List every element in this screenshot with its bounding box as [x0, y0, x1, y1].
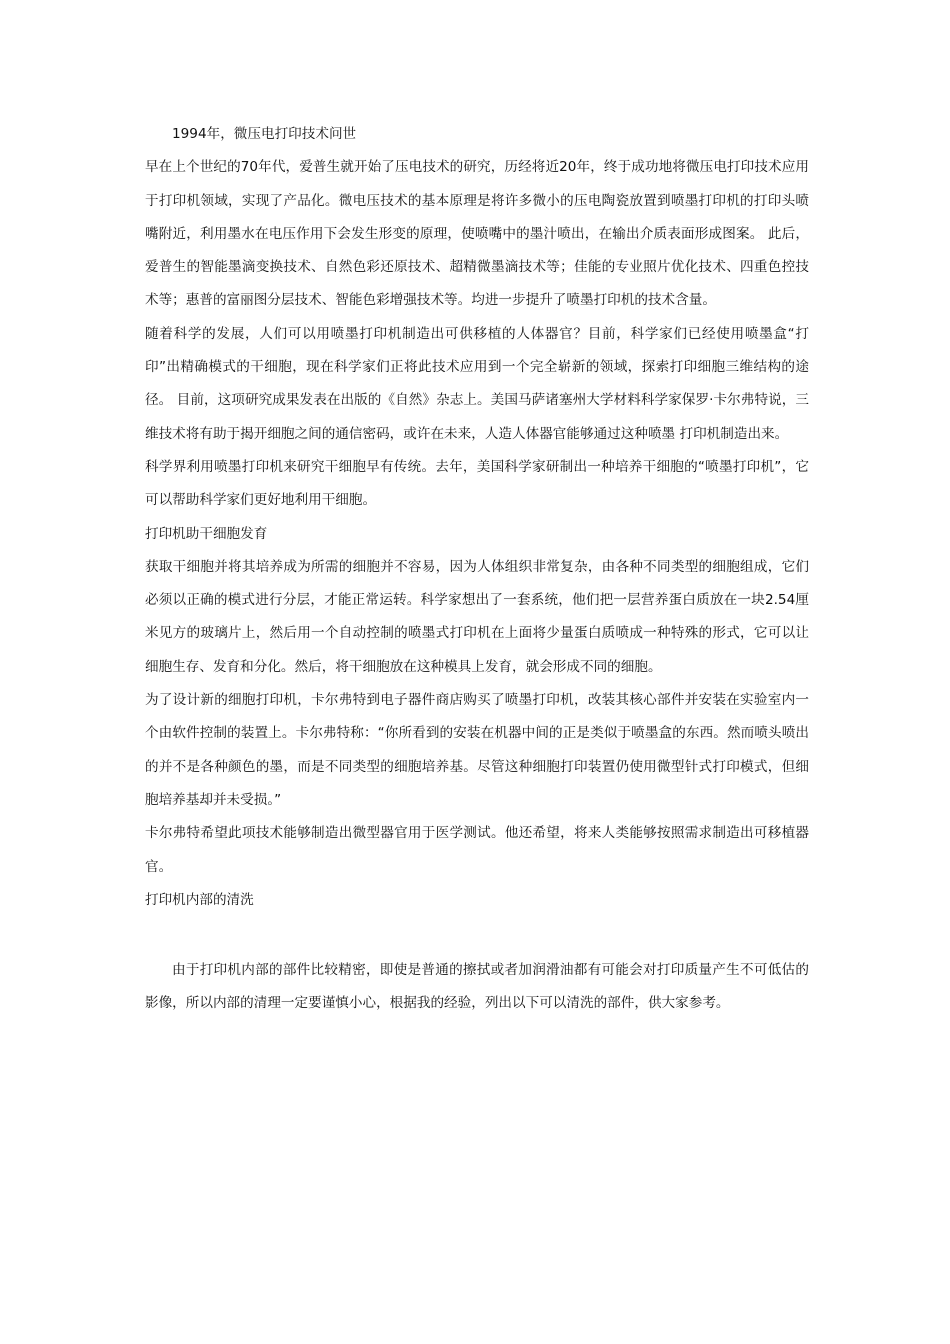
paragraph-micro-organs: 卡尔弗特希望此项技术能够制造出微型器官用于医学测试。他还希望，将来人类能够按照需求制造出可移植器官。 — [145, 825, 809, 875]
section-heading-cleaning: 打印机内部的清洗 — [145, 891, 254, 908]
paragraph-epson-piezo: 早在上个世纪的70年代，爱普生就开始了压电技术的研究，历经将近20年，终于成功地将微压电打印技术应用于打印机领域，实现了产品化。微电压技术的基本原理是将许多微小的压电陶瓷放置到喷墨打印机的打印头喷嘴附近，利用墨水在电压作用下会发生形变的原理，使喷嘴中的墨汁喷出，在输出介质表面形成图案。 此后，爱普生的智能墨滴变换技术、自然色彩还原技术、超精微墨滴技术等；佳能的专业照片优化技术、四重色控技术等；惠普的富丽图分层技术、智能色彩增强技术等。均进一步提升了喷墨打印机的技术含量。 — [145, 159, 809, 309]
paragraph-cell-printer-design: 为了设计新的细胞打印机，卡尔弗特到电子器件商店购买了喷墨打印机，改装其核心部件并安装在实验室内一个由软件控制的装置上。卡尔弗特称：“你所看到的安装在机器中间的正是类似于喷墨盒的东西。然而喷头喷出的并不是各种颜色的墨，而是不同类型的细胞培养基。尽管这种细胞打印装置仍使用微型针式打印模式，但细胞培养基却并未受损。” — [145, 692, 809, 808]
section-heading-stem-cell: 打印机助干细胞发育 — [145, 525, 268, 542]
paragraph-cleaning-intro: 由于打印机内部的部件比较精密，即使是普通的擦拭或者加润滑油都有可能会对打印质量产生不可低估的影像，所以内部的清理一定要谨慎小心，根据我的经验，列出以下可以清洗的部件，供大家参考。 — [145, 962, 809, 1012]
blank-line — [145, 917, 809, 954]
document-page — [145, 118, 809, 1021]
paragraph-stem-cell-culture: 获取干细胞并将其培养成为所需的细胞并不容易，因为人体组织非常复杂，由各种不同类型的细胞组成，它们必须以正确的模式进行分层，才能正常运转。科学家想出了一套系统，他们把一层营养蛋白质放在一块2.54厘米见方的玻璃片上，然后用一个自动控制的喷墨式打印机在上面将少量蛋白质喷成一种特殊的形式，它可以让细胞生存、发育和分化。然后，将干细胞放在这种模具上发育，就会形成不同的细胞。 — [145, 558, 809, 675]
section-heading-1994: 1994年，微压电打印技术问世 — [172, 126, 357, 142]
paragraph-stem-cell-tradition: 科学界利用喷墨打印机来研究干细胞早有传统。去年，美国科学家研制出一种培养干细胞的“喷墨打印机”，它可以帮助科学家们更好地利用干细胞。 — [145, 458, 809, 509]
paragraph-organ-printing: 随着科学的发展，人们可以用喷墨打印机制造出可供移植的人体器官？目前，科学家们已经使用喷墨盒“打印”出精确模式的干细胞，现在科学家们正将此技术应用到一个完全崭新的领域，探索打印细胞三维结构的途径。 目前，这项研究成果发表在出版的《自然》杂志上。美国马萨诸塞州大学材料科学家保罗·卡尔弗特说，三维技术将有助于揭开细胞之间的通信密码，或许在未来，人造人体器官能够通过这种喷墨 打印机制造出来。 — [145, 325, 809, 442]
